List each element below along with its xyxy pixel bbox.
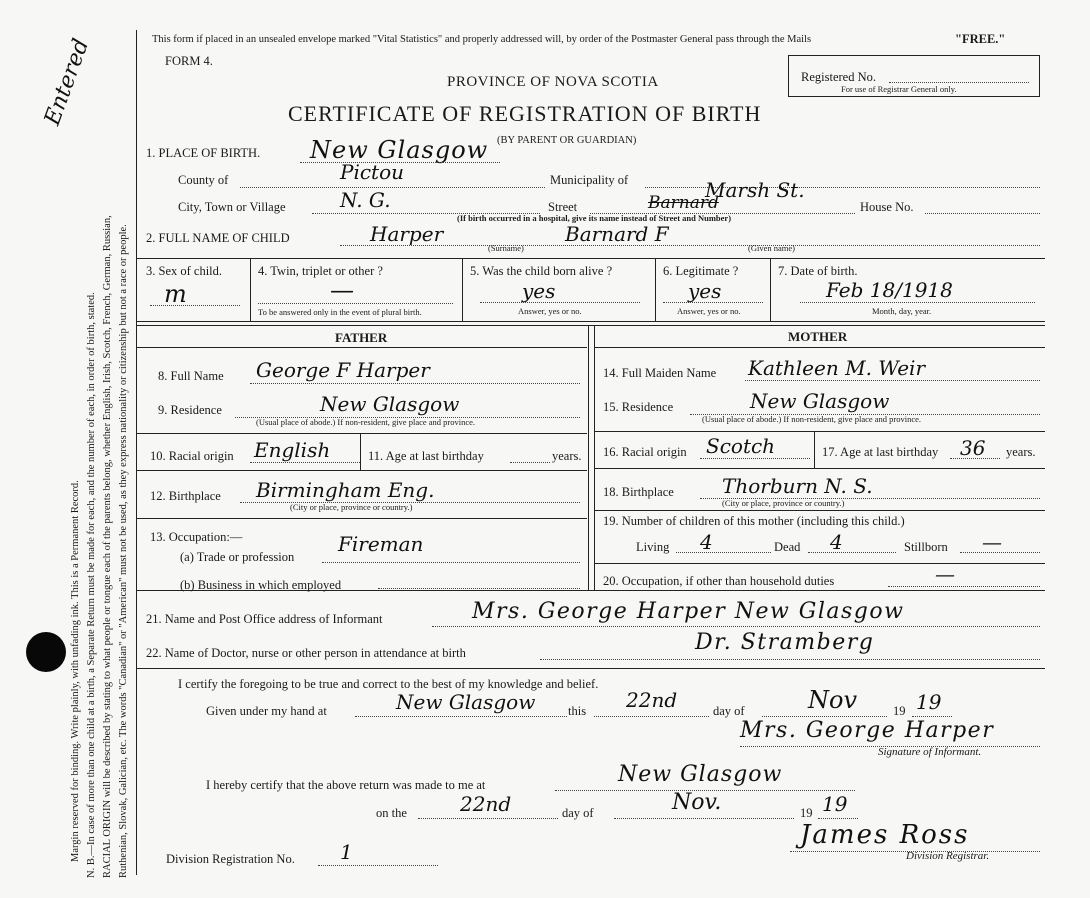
mother-name-label: 14. Full Maiden Name [603, 366, 717, 380]
on-the-label: on the [376, 806, 407, 820]
page-title: CERTIFICATE OF REGISTRATION OF BIRTH [288, 101, 762, 126]
municipality-label: Municipality of [550, 173, 629, 187]
postal-note: This form if placed in an unsealed envelope marked "Vital Statistics" and properly addressed will, by order of the Postmaster General pass through the Mails [152, 34, 812, 45]
father-heading: FATHER [335, 330, 388, 345]
given-this-label: this [568, 704, 587, 718]
father-age-label: 11. Age at last birthday [368, 449, 484, 463]
mother-birthplace-value: Thorburn N. S. [722, 474, 873, 498]
mother-occupation-label: 20. Occupation, if other than household duties [603, 574, 835, 588]
given-place-value: New Glasgow [396, 690, 536, 714]
father-name-label: 8. Full Name [158, 369, 224, 383]
dead-value: 4 [830, 530, 843, 554]
mother-name-value: Kathleen M. Weir [748, 356, 926, 380]
mother-residence-value: New Glasgow [750, 389, 890, 413]
given-year-prefix: 19 [893, 704, 906, 718]
dead-label: Dead [774, 540, 801, 554]
hospital-note: (If birth occurred in a hospital, give its name instead of Street and Number) [457, 213, 732, 223]
given-day-of-label: day of [713, 704, 745, 718]
return-day-of-label: day of [562, 806, 594, 820]
county-label: County of [178, 173, 229, 187]
father-birthplace-label: 12. Birthplace [150, 489, 221, 503]
father-business-label: (b) Business in which employed [180, 578, 342, 592]
mother-age-unit: years. [1006, 445, 1036, 459]
father-residence-value: New Glasgow [320, 392, 460, 416]
mother-heading: MOTHER [788, 329, 848, 344]
given-month-value: Nov [808, 686, 858, 714]
return-year-value: 19 [822, 792, 848, 816]
return-day-value: 22nd [460, 792, 512, 816]
father-name-value: George F Harper [256, 358, 430, 382]
return-year-prefix: 19 [800, 806, 813, 820]
street-value: Marsh St. [705, 178, 805, 202]
entered-annotation: Entered [40, 35, 95, 129]
informant-signature: Mrs. George Harper [740, 718, 995, 743]
mother-age-label: 17. Age at last birthday [822, 445, 939, 459]
place-of-birth-label: 1. PLACE OF BIRTH. [146, 146, 261, 160]
registered-box [788, 55, 1040, 97]
return-place-value: New Glasgow [618, 762, 783, 787]
father-residence-label: 9. Residence [158, 403, 222, 417]
informant-signature-caption: Signature of Informant. [878, 746, 982, 758]
father-trade-label: (a) Trade or profession [180, 550, 295, 564]
father-birthplace-value: Birmingham Eng. [256, 478, 435, 502]
child-given-value: Barnard F [565, 222, 669, 246]
twin-label: 4. Twin, triplet or other ? [258, 264, 383, 278]
father-age-unit: years. [552, 449, 582, 463]
given-day-value: 22nd [626, 688, 678, 712]
stillborn-value: — [982, 530, 1002, 554]
child-name-label: 2. FULL NAME OF CHILD [146, 231, 290, 245]
father-occupation-label: 13. Occupation:— [150, 530, 243, 544]
date-of-birth-note: Month, day, year. [872, 306, 932, 316]
sex-value: m [164, 280, 188, 308]
born-alive-note: Answer, yes or no. [518, 306, 582, 316]
child-surname-value: Harper [370, 222, 444, 246]
registrar-signature: James Ross [800, 820, 970, 850]
father-race-value: English [254, 438, 331, 462]
form-number: FORM 4. [165, 54, 213, 68]
mother-residence-label: 15. Residence [603, 400, 674, 414]
mother-occupation-value: — [935, 562, 955, 586]
mother-birthplace-note: (City or place, province or country.) [722, 498, 845, 508]
certify-statement: I certify the foregoing to be true and correct to the best of my knowledge and belief. [178, 677, 599, 691]
return-month-value: Nov. [672, 790, 722, 815]
children-count-label: 19. Number of children of this mother (including this child.) [603, 514, 905, 528]
stillborn-label: Stillborn [904, 540, 948, 554]
legitimate-value: yes [688, 279, 722, 303]
city-label: City, Town or Village [178, 200, 286, 214]
margin-note-racial-origin-cont: Ruthenian, Slovak, Galician, etc. The words "Canadian" or "American" must not be used, as they express nationality or citizenship but not a race or people. [118, 224, 129, 878]
born-alive-value: yes [522, 279, 556, 303]
mother-residence-note: (Usual place of abode.) If non-resident, give place and province. [702, 414, 922, 424]
given-under-hand-label: Given under my hand at [206, 704, 327, 718]
punch-hole [26, 632, 66, 672]
mother-race-label: 16. Racial origin [603, 445, 687, 459]
father-trade-value: Fireman [338, 532, 424, 556]
mother-age-value: 36 [960, 436, 986, 460]
date-of-birth-label: 7. Date of birth. [778, 264, 858, 278]
by-parent-note: (BY PARENT OR GUARDIAN) [497, 135, 637, 146]
father-race-label: 10. Racial origin [150, 449, 234, 463]
given-name-caption: (Given name) [748, 243, 795, 253]
place-of-birth-value: New Glasgow [310, 136, 489, 164]
division-registration-value: 1 [340, 840, 353, 864]
county-value: Pictou [340, 160, 405, 184]
father-residence-note: (Usual place of abode.) If non-resident, give place and province. [256, 417, 476, 427]
province-heading: PROVINCE OF NOVA SCOTIA [447, 74, 659, 90]
house-no-label: House No. [860, 200, 914, 214]
legitimate-note: Answer, yes or no. [677, 306, 741, 316]
city-value: N. G. [340, 188, 391, 212]
division-registration-label: Division Registration No. [166, 852, 295, 866]
informant-label: 21. Name and Post Office address of Informant [146, 612, 383, 626]
registrar-caption: Division Registrar. [906, 850, 990, 862]
sex-label: 3. Sex of child. [146, 264, 223, 278]
street-struck-value: Barnard [648, 193, 719, 213]
doctor-value: Dr. Stramberg [695, 630, 875, 655]
mother-birthplace-label: 18. Birthplace [603, 485, 674, 499]
registrar-use-note: For use of Registrar General only. [841, 84, 957, 94]
margin-note-plural-birth: N. B.—In case of more than one child at a birth, a Separate Return must be made for each, and the number of each, in order of birth, stated. [86, 292, 97, 878]
free-label: "FREE." [955, 32, 1006, 46]
living-label: Living [636, 540, 670, 554]
return-made-label: I hereby certify that the above return was made to me at [206, 778, 486, 792]
street-label: Street [548, 200, 578, 214]
given-year-value: 19 [916, 690, 942, 714]
margin-note-binding: Margin reserved for binding. Write plainly, with unfading ink. This is a Permanent Record. [70, 480, 81, 862]
twin-note: To be answered only in the event of plural birth. [258, 307, 422, 317]
date-of-birth-value: Feb 18/1918 [826, 278, 953, 302]
twin-value: — [330, 276, 355, 304]
legitimate-label: 6. Legitimate ? [663, 264, 739, 278]
living-value: 4 [700, 530, 713, 554]
registered-no-label: Registered No. [801, 70, 876, 84]
doctor-label: 22. Name of Doctor, nurse or other person in attendance at birth [146, 646, 466, 660]
born-alive-label: 5. Was the child born alive ? [470, 264, 613, 278]
margin-note-racial-origin: RACIAL ORIGIN will be described by stating to what people or tongue each of the parents belong, whether English, Irish, Scotch, French, German, Russian, [102, 215, 113, 878]
father-birthplace-note: (City or place, province or country.) [290, 502, 413, 512]
surname-caption: (Surname) [488, 243, 524, 253]
informant-value: Mrs. George Harper New Glasgow [472, 599, 905, 624]
mother-race-value: Scotch [706, 434, 776, 458]
